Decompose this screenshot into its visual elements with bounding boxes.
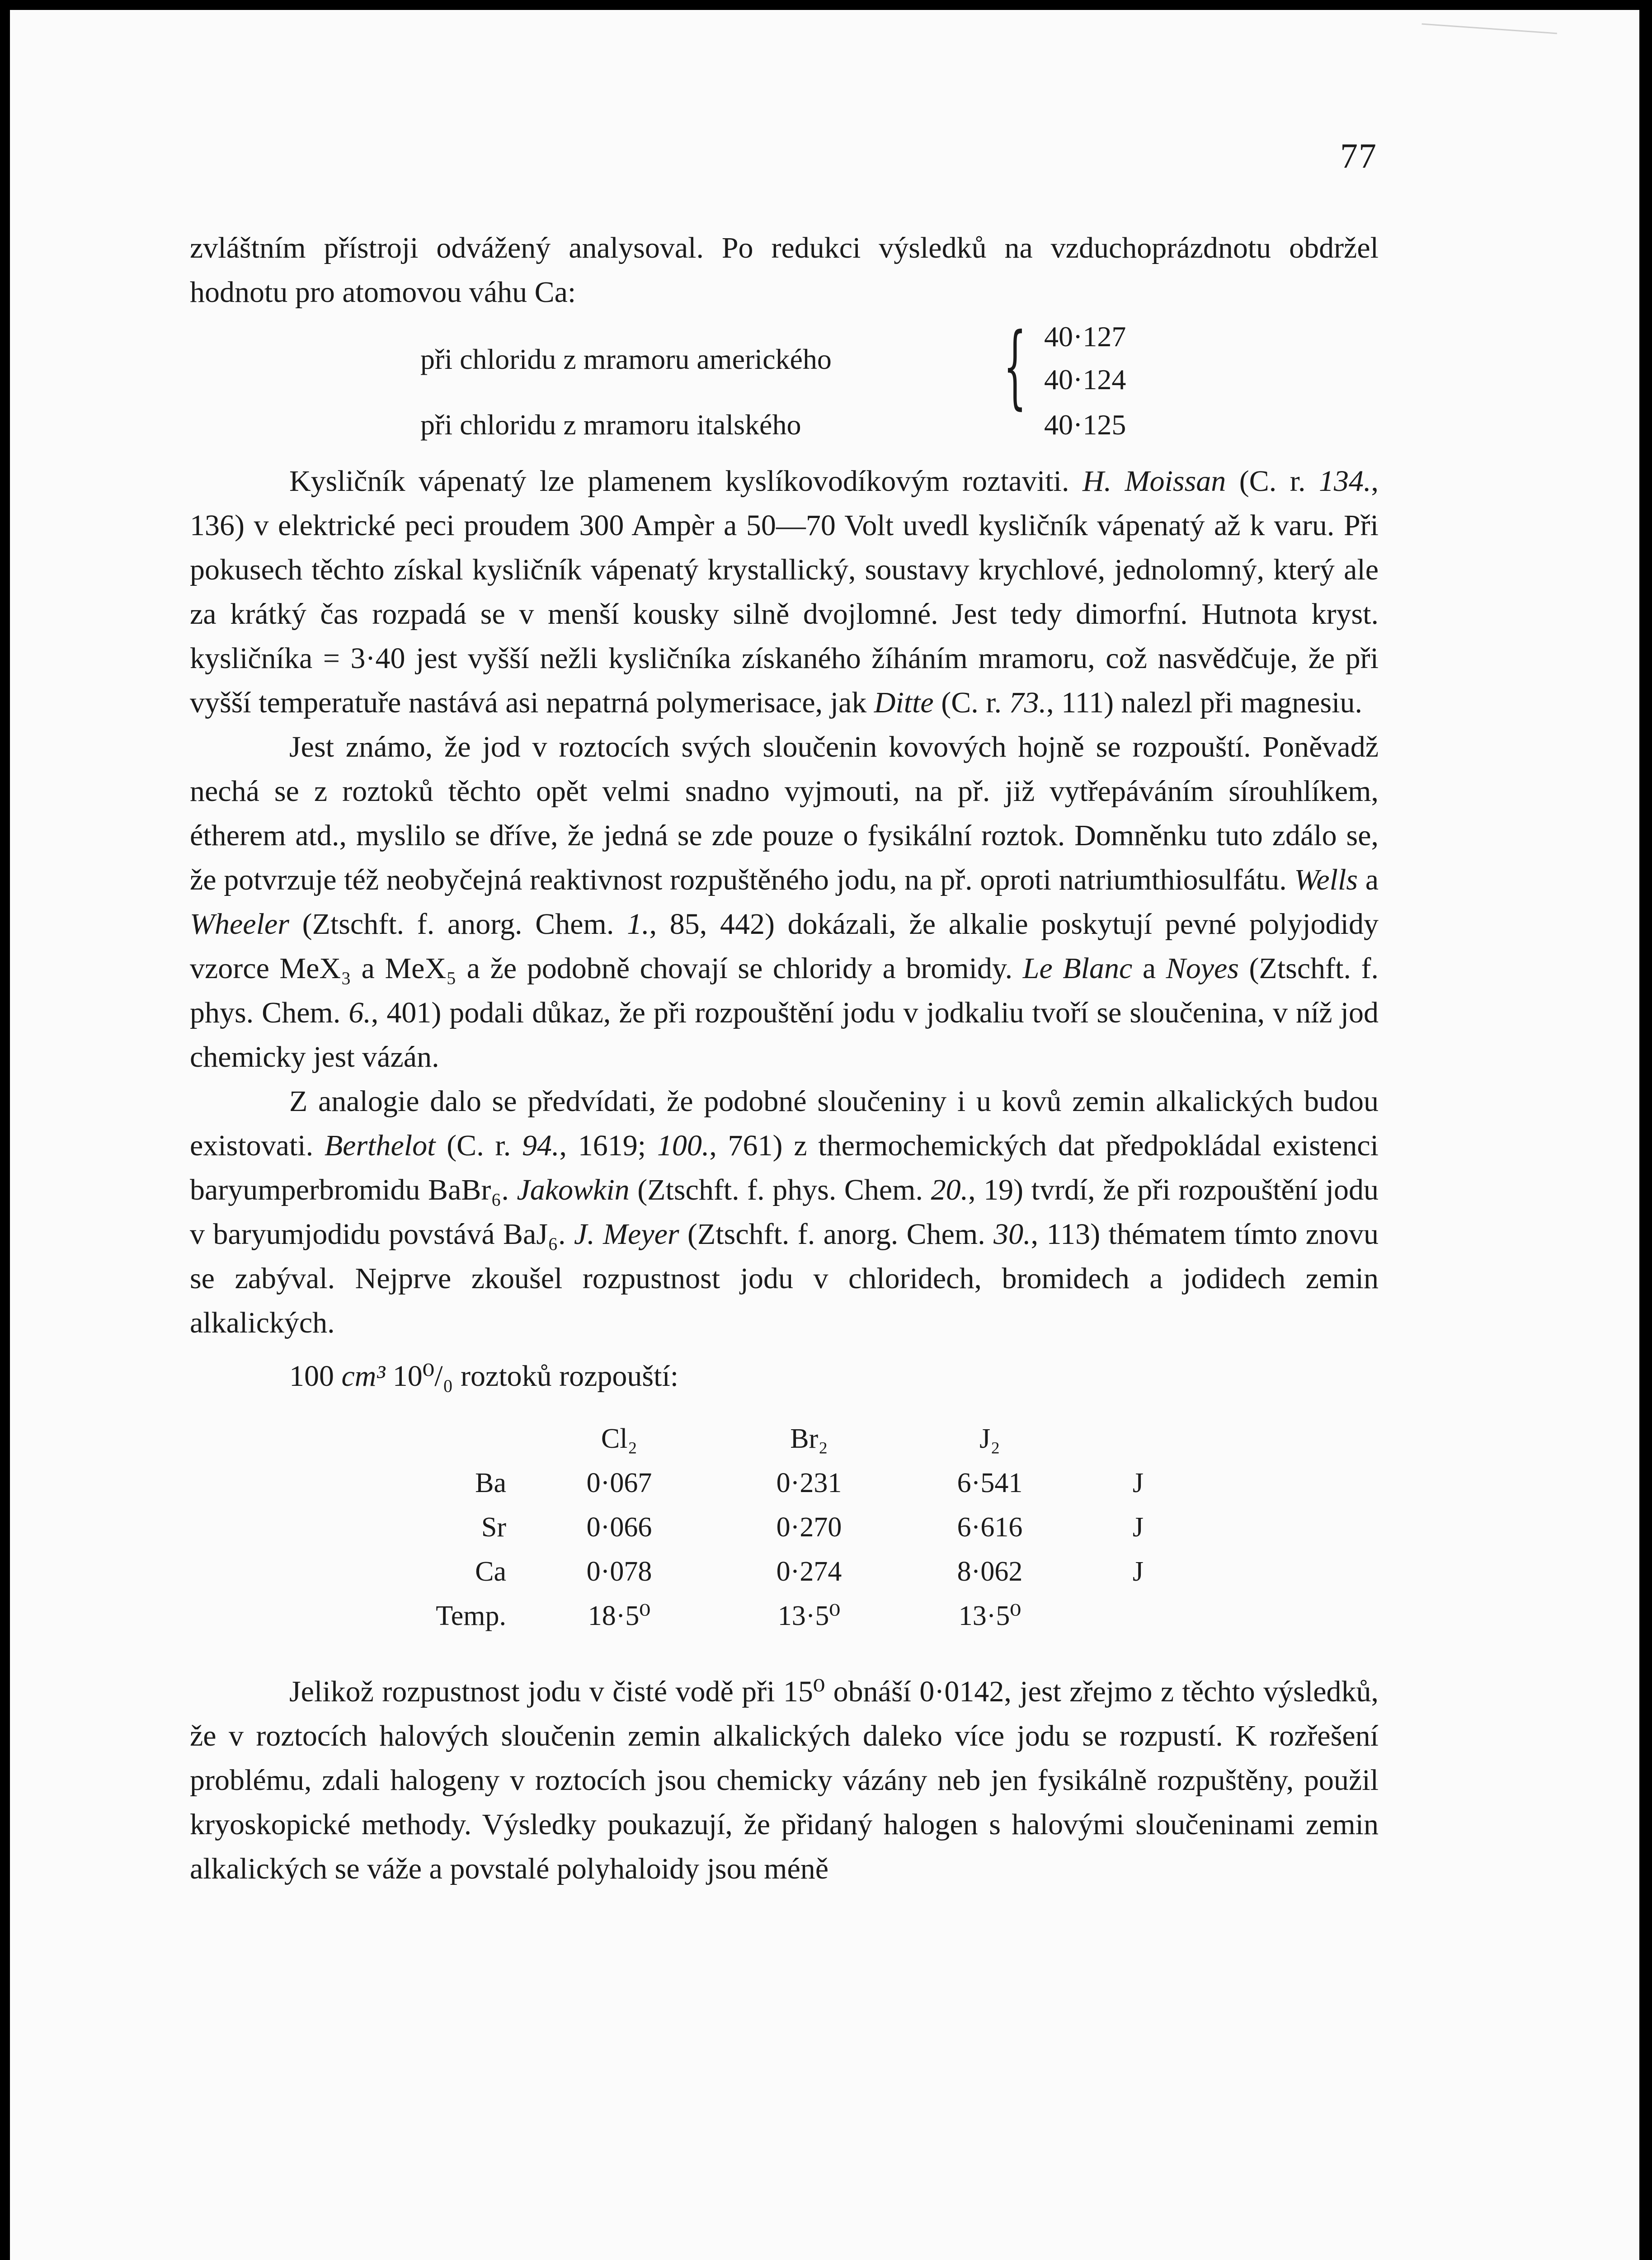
body-text xyxy=(190,226,1379,1891)
american-label: při chloridu z mramoru amerického xyxy=(420,343,832,375)
volume-number: 30. xyxy=(993,1218,1031,1251)
author-name: Noyes xyxy=(1166,952,1239,985)
table-intro: 100 cm³ 10⁰/₀ roztoků rozpouští: xyxy=(289,1360,679,1393)
row-label: Ca xyxy=(475,1556,506,1587)
table-header-row xyxy=(398,1417,1144,1461)
volume-number: 6. xyxy=(348,996,371,1029)
author-name: Berthelot xyxy=(324,1129,436,1162)
table-row xyxy=(398,1505,1144,1549)
author-name: Wheeler xyxy=(190,908,289,941)
author-name: H. Moissan xyxy=(1082,465,1226,498)
table-row xyxy=(398,1461,1144,1505)
american-value-2: 40·124 xyxy=(1044,363,1126,396)
row-label: Ba xyxy=(475,1468,506,1498)
table-cell: 0·270 xyxy=(776,1512,842,1543)
italian-label: při chloridu z mramoru italského xyxy=(420,409,801,441)
table-cell xyxy=(1076,1594,1144,1638)
table-cell: 13·5⁰ xyxy=(958,1601,1021,1631)
row-label: Sr xyxy=(481,1512,506,1543)
author-name: Ditte xyxy=(874,686,934,719)
column-header: Cl₂ xyxy=(601,1423,638,1454)
table-cell: J xyxy=(1132,1512,1144,1543)
author-name: Le Blanc xyxy=(1022,952,1133,985)
row-label: Temp. xyxy=(436,1601,506,1631)
column-header: J₂ xyxy=(979,1423,1000,1454)
table-cell: J xyxy=(1132,1556,1144,1587)
volume-number: 94. xyxy=(522,1129,560,1162)
table-cell: 13·5⁰ xyxy=(777,1601,841,1631)
atomic-weight-block xyxy=(190,314,1379,450)
table-cell: 0·067 xyxy=(586,1468,652,1498)
volume-number: 134. xyxy=(1319,465,1371,498)
american-value-1: 40·127 xyxy=(1044,320,1126,353)
volume-number: 73. xyxy=(1009,686,1047,719)
table-cell: 0·078 xyxy=(586,1556,652,1587)
author-name: Jakowkin xyxy=(517,1173,630,1206)
table-cell: 6·541 xyxy=(957,1468,1023,1498)
table-cell: 8·062 xyxy=(957,1556,1023,1587)
paragraph: Jelikož rozpustnost jodu v čisté vodě při 15⁰ obnáší 0·0142, jest zřejmo z těchto výsledků, že v roztocích halových sloučenin zemin alkalických daleko více jodu se rozpustí. K rozřešení problému, zdali halogeny v roztocích jsou chemicky vázány neb jen fysikálně rozpuštěny, použil kryoskopické methody. Výsledky poukazují, že přidaný halogen s halovými sloučeninami zemin alkalických se váže a povstalé polyhaloidy jsou méně xyxy=(190,1675,1379,1885)
solubility-table xyxy=(398,1417,1144,1638)
table-cell: 0·274 xyxy=(776,1556,842,1587)
table-cell: 6·616 xyxy=(957,1512,1023,1543)
table-cell: 0·231 xyxy=(776,1468,842,1498)
volume-number: 1. xyxy=(627,908,650,941)
table-cell: J xyxy=(1132,1468,1144,1498)
table-row xyxy=(398,1594,1144,1638)
paragraph: Jest známo, že jod v roztocích svých sloučenin kovových hojně se rozpouští. Poněvadž nechá se z roztoků těchto opět velmi snadno vyjmouti, na př. již vytřepáváním sírouhlíkem, étherem atd., myslilo se dříve, že jedná se zde pouze o fysikální roztok. Domněnku tuto zdálo se, že potvrzuje též neobyčejná reaktivnost rozpuštěného jodu, na př. oproti natriumthiosulfátu. Wells a Wheeler (Ztschft. f. anorg. Chem. 1., 85, 442) dokázali, že alkalie poskytují pevné polyjodidy vzorce MeX₃ a MeX₅ a že podobně chovají se chloridy a bromidy. Le Blanc a Noyes (Ztschft. f. phys. Chem. 6., 401) podali důkaz, že při rozpouštění jodu v jodkaliu tvoří se sloučenina, v níž jod chemicky jest vázán. xyxy=(190,730,1379,1074)
curly-brace-icon: { xyxy=(1003,314,1026,419)
column-header: Br₂ xyxy=(790,1423,828,1454)
volume-number: 20. xyxy=(931,1173,969,1206)
table-cell: 0·066 xyxy=(586,1512,652,1543)
page-number: 77 xyxy=(1340,136,1377,175)
paragraph: zvláštním přístroji odvážený analysoval. Po redukci výsledků na vzduchoprázdnotu obdržel hodnotu pro atomovou váhu Ca: xyxy=(190,231,1379,309)
italian-value: 40·125 xyxy=(1044,409,1126,441)
volume-number: 100. xyxy=(657,1129,710,1162)
paragraph: Z analogie dalo se předvídati, že podobné sloučeniny i u kovů zemin alkalických budou existovati. Berthelot (C. r. 94., 1619; 100., 761) z thermochemických dat předpokládal existenci baryumperbromidu BaBr₆. Jakowkin (Ztschft. f. phys. Chem. 20., 19) tvrdí, že při rozpouštění jodu v baryumjodidu povstává BaJ₆. J. Meyer (Ztschft. f. anorg. Chem. 30., 113) thématem tímto znovu se zabýval. Nejprve zkoušel rozpustnost jodu v chloridech, bromidech a jodidech zemin alkalických. xyxy=(190,1085,1379,1339)
author-name: Wells xyxy=(1294,863,1358,896)
table-cell: 18·5⁰ xyxy=(588,1601,651,1631)
paragraph: Kysličník vápenatý lze plamenem kyslíkovodíkovým roztaviti. H. Moissan (C. r. 134., 136) v elektrické peci proudem 300 Ampèr a 50—70 Volt uvedl kysličník vápenatý až k varu. Při pokusech těchto získal kysličník vápenatý krystallický, soustavy krychlové, jednolomný, který ale za krátký čas rozpadá se v menší kousky silně dvojlomné. Jest tedy dimorfní. Hutnota kryst. kysličníka = 3·40 jest vyšší nežli kysličníka získaného žíháním mramoru, což nasvědčuje, že při vyšší temperatuře nastává asi nepatrná polymerisace, jak Ditte (C. r. 73., 111) nalezl při magnesiu. xyxy=(190,465,1379,719)
author-name: J. Meyer xyxy=(574,1218,679,1251)
table-row xyxy=(398,1549,1144,1594)
